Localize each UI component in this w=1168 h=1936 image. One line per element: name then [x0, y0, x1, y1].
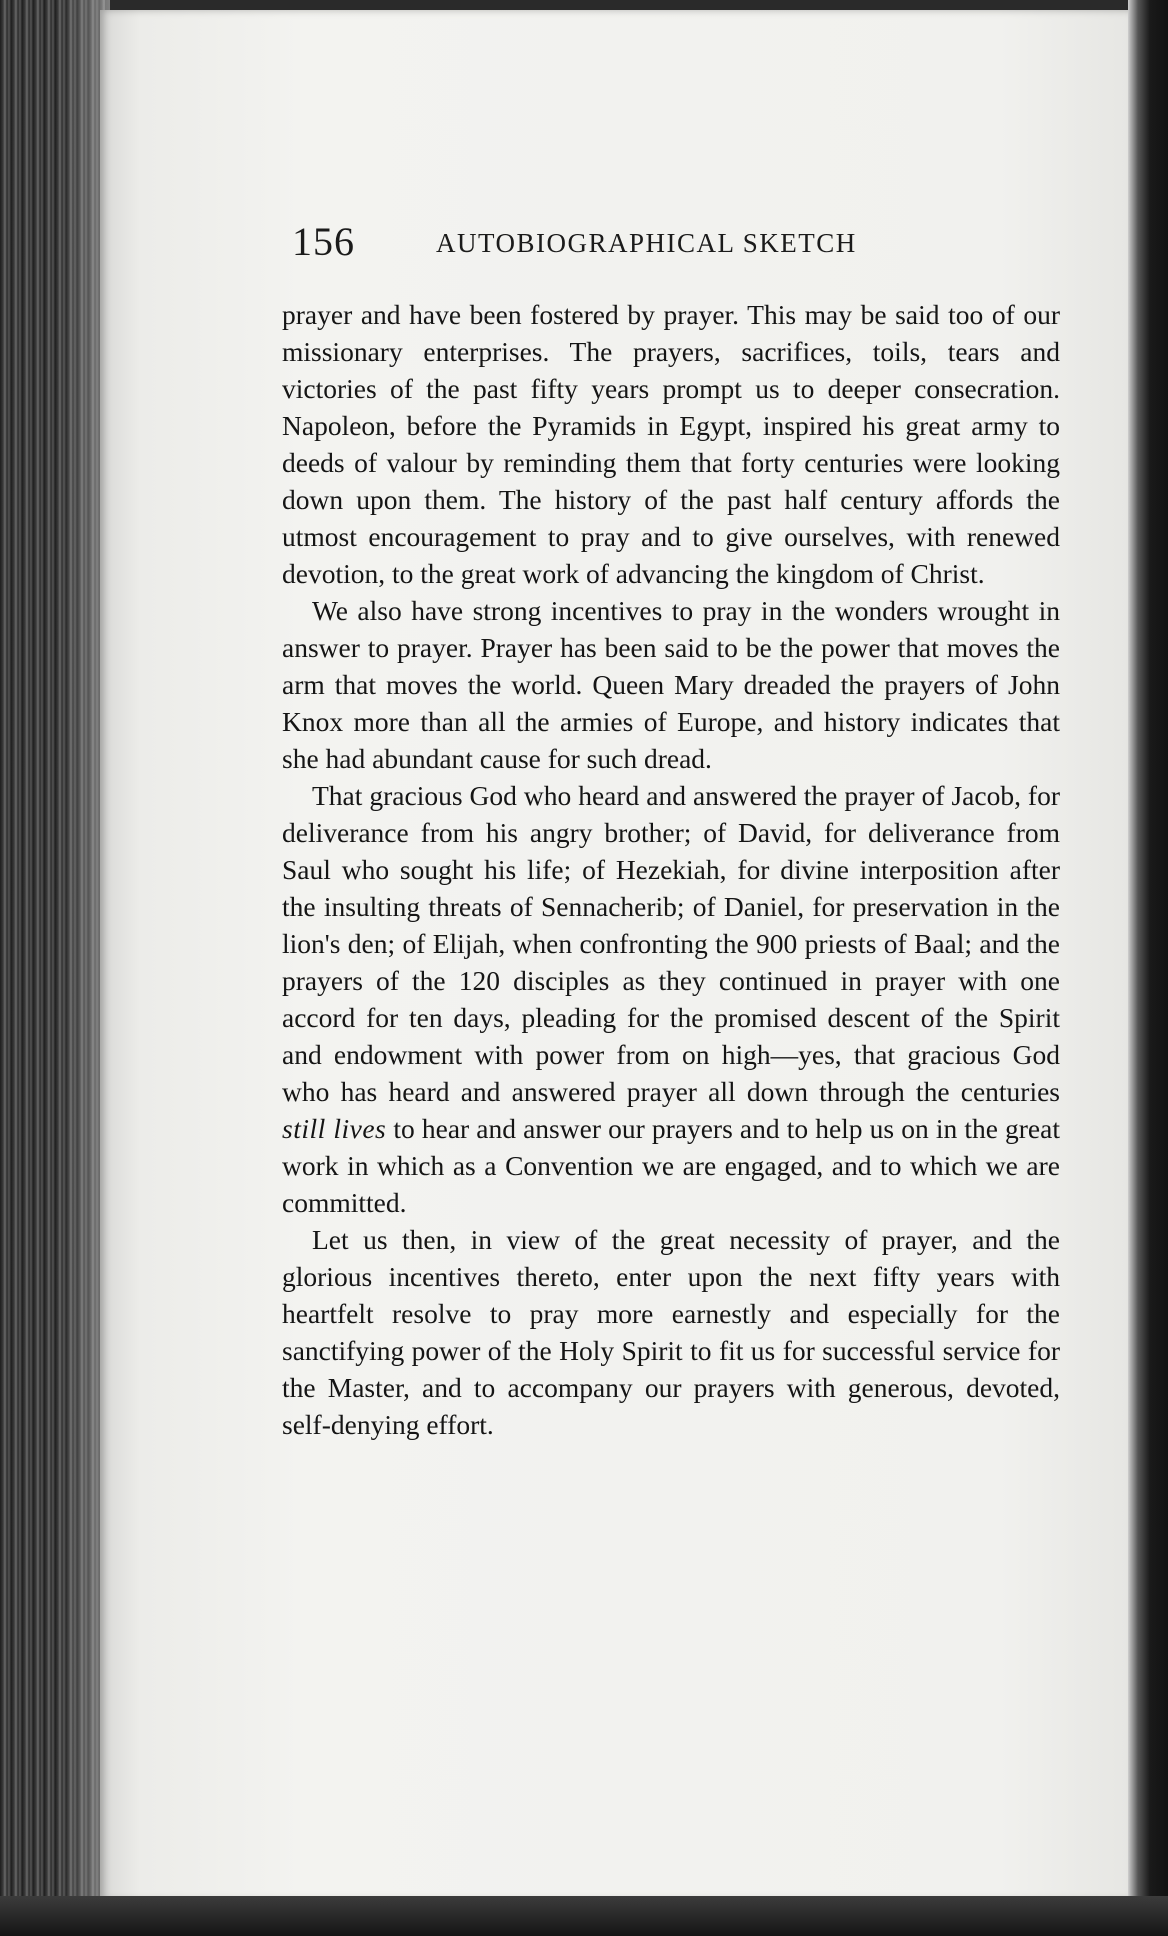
paragraph: prayer and have been fostered by prayer. This may be said too of our missionary enterprises. The prayers, sacrifices, toils, tears and victories of the past fifty years prompt us to deeper consecration. Napoleon, before the Pyramids in Egypt, inspired his great army to deeds of valour by reminding them that forty centuries were looking down upon them. The history of the past half century affords the utmost encouragement to pray and to give ourselves, with renewed devotion, to the great work of advancing the kingdom of Christ. [282, 299, 1060, 589]
paragraph: We also have strong incentives to pray in the wonders wrought in answer to prayer. Prayer has been said to be the power that moves the arm that moves the world. Queen Mary dreaded the prayers of John Knox more than all the armies of Europe, and history indicates that she had abundant cause for such dread. [282, 595, 1060, 774]
body-text [282, 296, 1060, 1443]
page-number: 156 [292, 219, 355, 264]
scan-bottom-border [0, 1896, 1168, 1936]
paragraph-text: That gracious God who heard and answered the prayer of Jacob, for deliverance from his angry brother; of David, for deliverance from Saul who sought his life; of Hezekiah, for divine interposition after the insulting threats of Sennacherib; of Daniel, for preservation in the lion's den; of Elijah, when confronting the 900 priests of Baal; and the prayers of the 120 disciples as they continued in prayer with one accord for ten days, pleading for the promised descent of the Spirit and endowment with power from on high—yes, that gracious God who has heard and answered prayer all down through the centuries [282, 780, 1060, 1107]
emphasis-text: still lives [282, 1113, 387, 1144]
paragraph: Let us then, in view of the great necessity of prayer, and the glorious incentives thereto, enter upon the next fifty years with heartfelt resolve to pray more earnestly and especially for the sanctifying power of the Holy Spirit to fit us for successful service for the Master, and to accompany our prayers with generous, devoted, self-denying effort. [282, 1224, 1060, 1440]
paragraph-text: to hear and answer our prayers and to help us on in the great work in which as a Convention we are engaged, and to which we are committed. [282, 1113, 1060, 1218]
book-spine-edge [1128, 0, 1168, 1936]
running-head: AUTOBIOGRAPHICAL SKETCH [436, 228, 857, 258]
paragraph [282, 777, 1060, 1221]
page-header [292, 218, 922, 268]
